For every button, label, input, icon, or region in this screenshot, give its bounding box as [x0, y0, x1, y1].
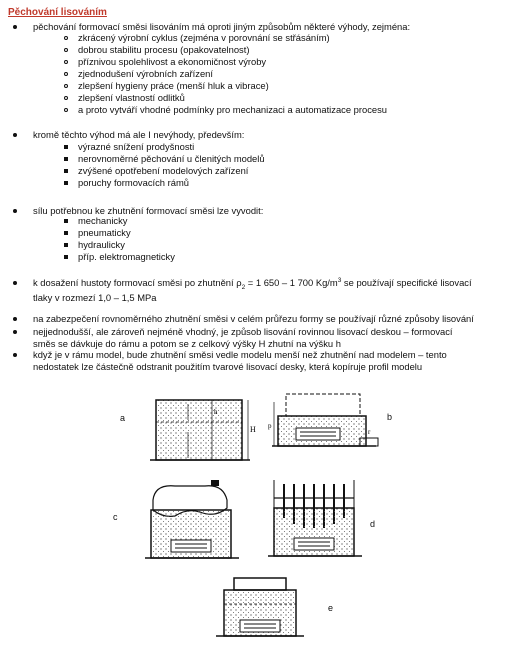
list-marker [64, 255, 68, 259]
bullet [13, 133, 17, 137]
list-item: zlepšení vlastností odlitků [78, 92, 185, 103]
list-marker [64, 181, 68, 185]
method-text-1: na zabezpečení rovnoměrného zhutnění směsi v celém průřezu formy se používají různé způsoby lisování [33, 313, 474, 324]
list-item: příznivou spolehlivost a ekonomičnost výroby [78, 56, 267, 67]
diagram-a [150, 392, 270, 470]
bullet [13, 281, 17, 285]
diagram-b [268, 388, 383, 460]
bullet [13, 317, 17, 321]
bullet [13, 330, 17, 334]
list-item: výrazné snížení prodyšnosti [78, 141, 195, 152]
list-marker [64, 145, 68, 149]
density-text-2: tlaky v rozmezí 1,0 – 1,5 MPa [33, 292, 157, 303]
list-marker [64, 169, 68, 173]
section1-intro: pěchování formovací směsi lisováním má oproti jiným způsobům některé výhody, zejména: [33, 21, 411, 32]
method-text-3b: nedostatek lze částečně odstranit použitím tvarové lisovací desky, která kopíruje profil modelu [33, 361, 423, 372]
list-item: dobrou stabilitu procesu (opakovatelnost) [78, 44, 250, 55]
bullet [13, 353, 17, 357]
svg-text:p: p [268, 422, 272, 430]
list-marker [64, 108, 68, 112]
method-text-2b: směs se dávkuje do rámu a potom se z celkový výšky H zhutní na výšku h [33, 338, 341, 349]
list-marker [64, 157, 68, 161]
svg-text:H: H [250, 425, 256, 434]
figure-label-d: d [370, 519, 376, 529]
svg-text:h: h [214, 408, 218, 416]
method-text-3a: když je v rámu model, bude zhutnění směsi vedle modelu menší než zhutnění nad modelem – tento [33, 349, 447, 360]
list-marker [64, 96, 68, 100]
method-text-2a: nejjednodušší, ale zároveň nejméně vhodný, je způsob lisování rovinnou lisovací deskou – formovací [33, 326, 453, 337]
figure-label-e: e [328, 603, 334, 613]
bullet [13, 209, 17, 213]
list-item: zlepšení hygieny práce (menší hluk a vibrace) [78, 80, 269, 91]
section3-intro: sílu potřebnou ke zhutnění formovací směsi lze vyvodit: [33, 205, 264, 216]
list-item: pneumaticky [78, 227, 131, 238]
diagram-c [145, 478, 245, 568]
list-marker [64, 219, 68, 223]
list-marker [64, 84, 68, 88]
list-marker [64, 243, 68, 247]
list-marker [64, 48, 68, 52]
list-item: nerovnoměrné pěchování u členitých modelů [78, 153, 265, 164]
bullet [13, 25, 17, 29]
list-item: mechanicky [78, 215, 128, 226]
list-marker [64, 60, 68, 64]
list-item: hydraulicky [78, 239, 125, 250]
diagram-d [266, 478, 366, 568]
list-marker [64, 72, 68, 76]
figure-label-b: b [387, 412, 393, 422]
page-title: Pěchování lisováním [8, 7, 107, 18]
diagram-e [210, 574, 310, 646]
list-marker [64, 231, 68, 235]
figure-label-c: c [113, 512, 118, 522]
list-item: zvýšené opotřebení modelových zařízení [78, 165, 249, 176]
list-marker [64, 36, 68, 40]
density-text: k dosažení hustoty formovací směsi po zhutnění $\rho_2 = 1$ 650 – 1 700 $Kg/m^3$ se používají specifické lisovací [33, 276, 472, 291]
list-item: a proto vytváří vhodné podmínky pro mechanizaci a automatizace procesu [78, 104, 388, 115]
section2-intro: kromě těchto výhod má ale I nevýhody, především: [33, 129, 245, 140]
figure-label-a: a [120, 413, 126, 423]
list-item: zkrácený výrobní cyklus (zejména v porovnání se střásáním) [78, 32, 330, 43]
list-item: zjednodušení výrobních zařízení [78, 68, 213, 79]
list-item: poruchy formovacích rámů [78, 177, 189, 188]
svg-text:r: r [368, 428, 371, 436]
list-item: příp. elektromagneticky [78, 251, 175, 262]
